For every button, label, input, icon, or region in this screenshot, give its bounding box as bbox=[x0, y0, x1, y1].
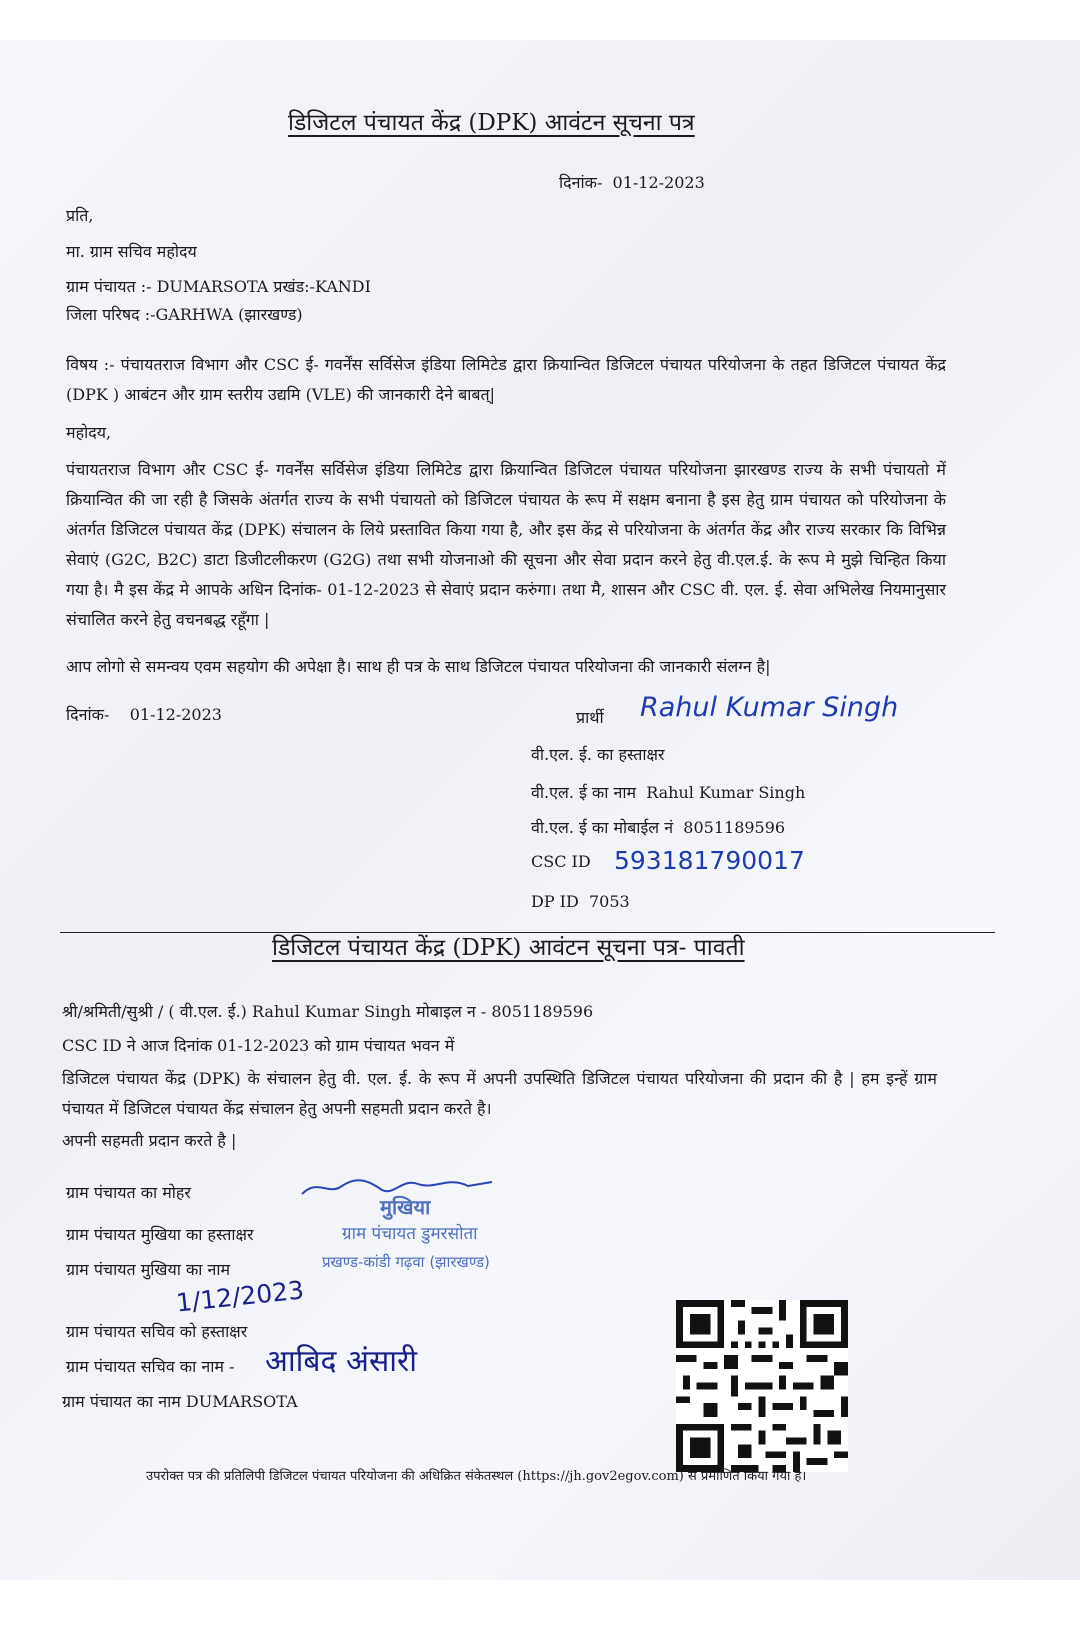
subject-paragraph: विषय :- पंचायतराज विभाग और CSC ई- गवर्नेंस सर्विसेज इंडिया लिमिटेड द्वारा क्रियान्वित डिजिटल पंचायत परियोजना के तहत डिजिटल पंचायत केंद्र (DPK ) आबंटन और ग्राम स्तरीय उद्यमि (VLE) की जानकारी देने बाबत्| bbox=[66, 355, 946, 404]
body-paragraph: पंचायतराज विभाग और CSC ई- गवर्नेंस सर्विसेज इंडिया लिमिटेड द्वारा क्रियान्वित डिजिटल पंचायत परियोजना झारखण्ड राज्य के सभी पंचायतो में क्रियान्वित की जा रही है जिसके अंतर्गत राज्य के सभी पंचायतो को डिजिटल पंचायत के रूप में सक्षम बनाना है इस हेतु ग्राम पंचायत को परियोजना के अंतर्गत डिजिटल पंचायत केंद्र (DPK) संचालन के लिये प्रस्तावित किया गया है, और इस केंद्र से परियोजना के अंतर्गत केंद्र और राज्य सरकार कि विभिन्न सेवाएं (G2C, B2C) डाटा डिजीटलीकरण (G2G) तथा सभी योजनाओ की सूचना और सेवा प्रदान करने हेतु वी.एल.ई. के रूप मे मुझे चिन्हित किया गया है। मै इस केंद्र मे आपके अधिन दिनांक- 01-12-2023 से सेवाएं प्रदान करुंगा। तथा मै, शासन और CSC वी. एल. ई. सेवा अभिलेख नियमानुसार संचालित करने हेतु वचनबद्ध रहूँगा | bbox=[66, 460, 946, 629]
panchayat-name-label: ग्राम पंचायत का नाम DUMARSOTA bbox=[62, 1392, 298, 1411]
page-title: डिजिटल पंचायत केंद्र (DPK) आवंटन सूचना पत्र bbox=[288, 110, 695, 136]
paper-sheet bbox=[0, 40, 1080, 1580]
dp-id-value: 7053 bbox=[589, 892, 630, 911]
salutation: महोदय, bbox=[66, 423, 112, 442]
csc-id-label: CSC ID bbox=[531, 852, 591, 871]
mukhiya-signature-label: ग्राम पंचायत मुखिया का हस्ताक्षर bbox=[66, 1225, 254, 1244]
seal-label: ग्राम पंचायत का मोहर bbox=[66, 1183, 191, 1202]
handwritten-date: 1/12/2023 bbox=[174, 1275, 306, 1318]
qr-code bbox=[676, 1300, 848, 1472]
sachiv-name-label: ग्राम पंचायत सचिव का नाम - bbox=[66, 1357, 235, 1376]
request-paragraph: आप लोगो से समन्वय एवम सहयोग की अपेक्षा है। साथ ही पत्र के साथ डिजिटल पंचायत परियोजना की जानकारी संलग्न है| bbox=[66, 657, 771, 676]
date-label: दिनांक- bbox=[559, 173, 603, 192]
applicant-signature: Rahul Kumar Singh bbox=[640, 692, 899, 723]
date-value: 01-12-2023 bbox=[612, 173, 705, 192]
date-line bbox=[559, 173, 705, 193]
stamp-line-1: ग्राम पंचायत डुमरसोता bbox=[342, 1224, 478, 1244]
footer-date-value: 01-12-2023 bbox=[129, 705, 222, 724]
stamp-line-2: प्रखण्ड-कांडी गढ़वा (झारखण्ड) bbox=[322, 1253, 490, 1271]
section-divider bbox=[60, 932, 995, 933]
vle-signature-label: वी.एल. ई. का हस्ताक्षर bbox=[531, 745, 665, 764]
receipt-line-2: CSC ID ने आज दिनांक 01-12-2023 को ग्राम पंचायत भवन में bbox=[62, 1036, 455, 1055]
mukhiya-name-label: ग्राम पंचायत मुखिया का नाम bbox=[66, 1260, 231, 1279]
footer-date-label: दिनांक- bbox=[66, 705, 110, 724]
csc-id-handwritten: 593181790017 bbox=[614, 846, 805, 875]
address-line-3: जिला परिषद :-GARHWA (झारखण्ड) bbox=[66, 305, 303, 324]
address-line-2: ग्राम पंचायत :- DUMARSOTA प्रखंड:-KANDI bbox=[66, 277, 371, 296]
address-line-1: मा. ग्राम सचिव महोदय bbox=[66, 242, 197, 261]
vle-name-value: Rahul Kumar Singh bbox=[646, 783, 806, 802]
footer-date-line bbox=[66, 705, 222, 725]
dp-id-label: DP ID bbox=[531, 892, 579, 911]
receipt-title: डिजिटल पंचायत केंद्र (DPK) आवंटन सूचना पत्र- पावती bbox=[272, 935, 745, 961]
sachiv-signature-label: ग्राम पंचायत सचिव को हस्ताक्षर bbox=[66, 1322, 248, 1341]
vle-mobile-line bbox=[531, 818, 785, 838]
receipt-line-1: श्री/श्रमिती/सुश्री / ( वी.एल. ई.) Rahul Kumar Singh मोबाइल न - 8051189596 bbox=[62, 1002, 594, 1021]
footer-note: उपरोक्त पत्र की प्रतिलिपी डिजिटल पंचायत परियोजना की अधिक्रित संकेतस्थल (https://jh.gov2egov.com) से प्रमाणित किया गया है। bbox=[146, 1469, 807, 1484]
vle-mobile-label: वी.एल. ई का मोबाईल नं bbox=[531, 818, 674, 837]
stamp-title: मुखिया bbox=[380, 1195, 431, 1219]
vle-mobile-value: 8051189596 bbox=[683, 818, 786, 837]
receipt-agree: अपनी सहमती प्रदान करते है | bbox=[62, 1131, 237, 1150]
vle-name-label: वी.एल. ई का नाम bbox=[531, 783, 637, 802]
vle-name-line bbox=[531, 783, 805, 803]
applicant-label: प्रार्थी bbox=[576, 708, 604, 727]
sachiv-handwritten-name: आबिद अंसारी bbox=[265, 1344, 418, 1379]
to-label: प्रति, bbox=[66, 206, 94, 225]
dp-id-line bbox=[531, 892, 630, 912]
receipt-paragraph: डिजिटल पंचायत केंद्र (DPK) के संचालन हेतु वी. एल. ई. के रूप में अपनी उपस्थिति डिजिटल पंचायत परियोजना की प्रदान की है | हम इन्हें ग्राम पंचायत में डिजिटल पंचायत केंद्र संचालन हेतु अपनी सहमती प्रदान करते है। bbox=[62, 1069, 937, 1118]
